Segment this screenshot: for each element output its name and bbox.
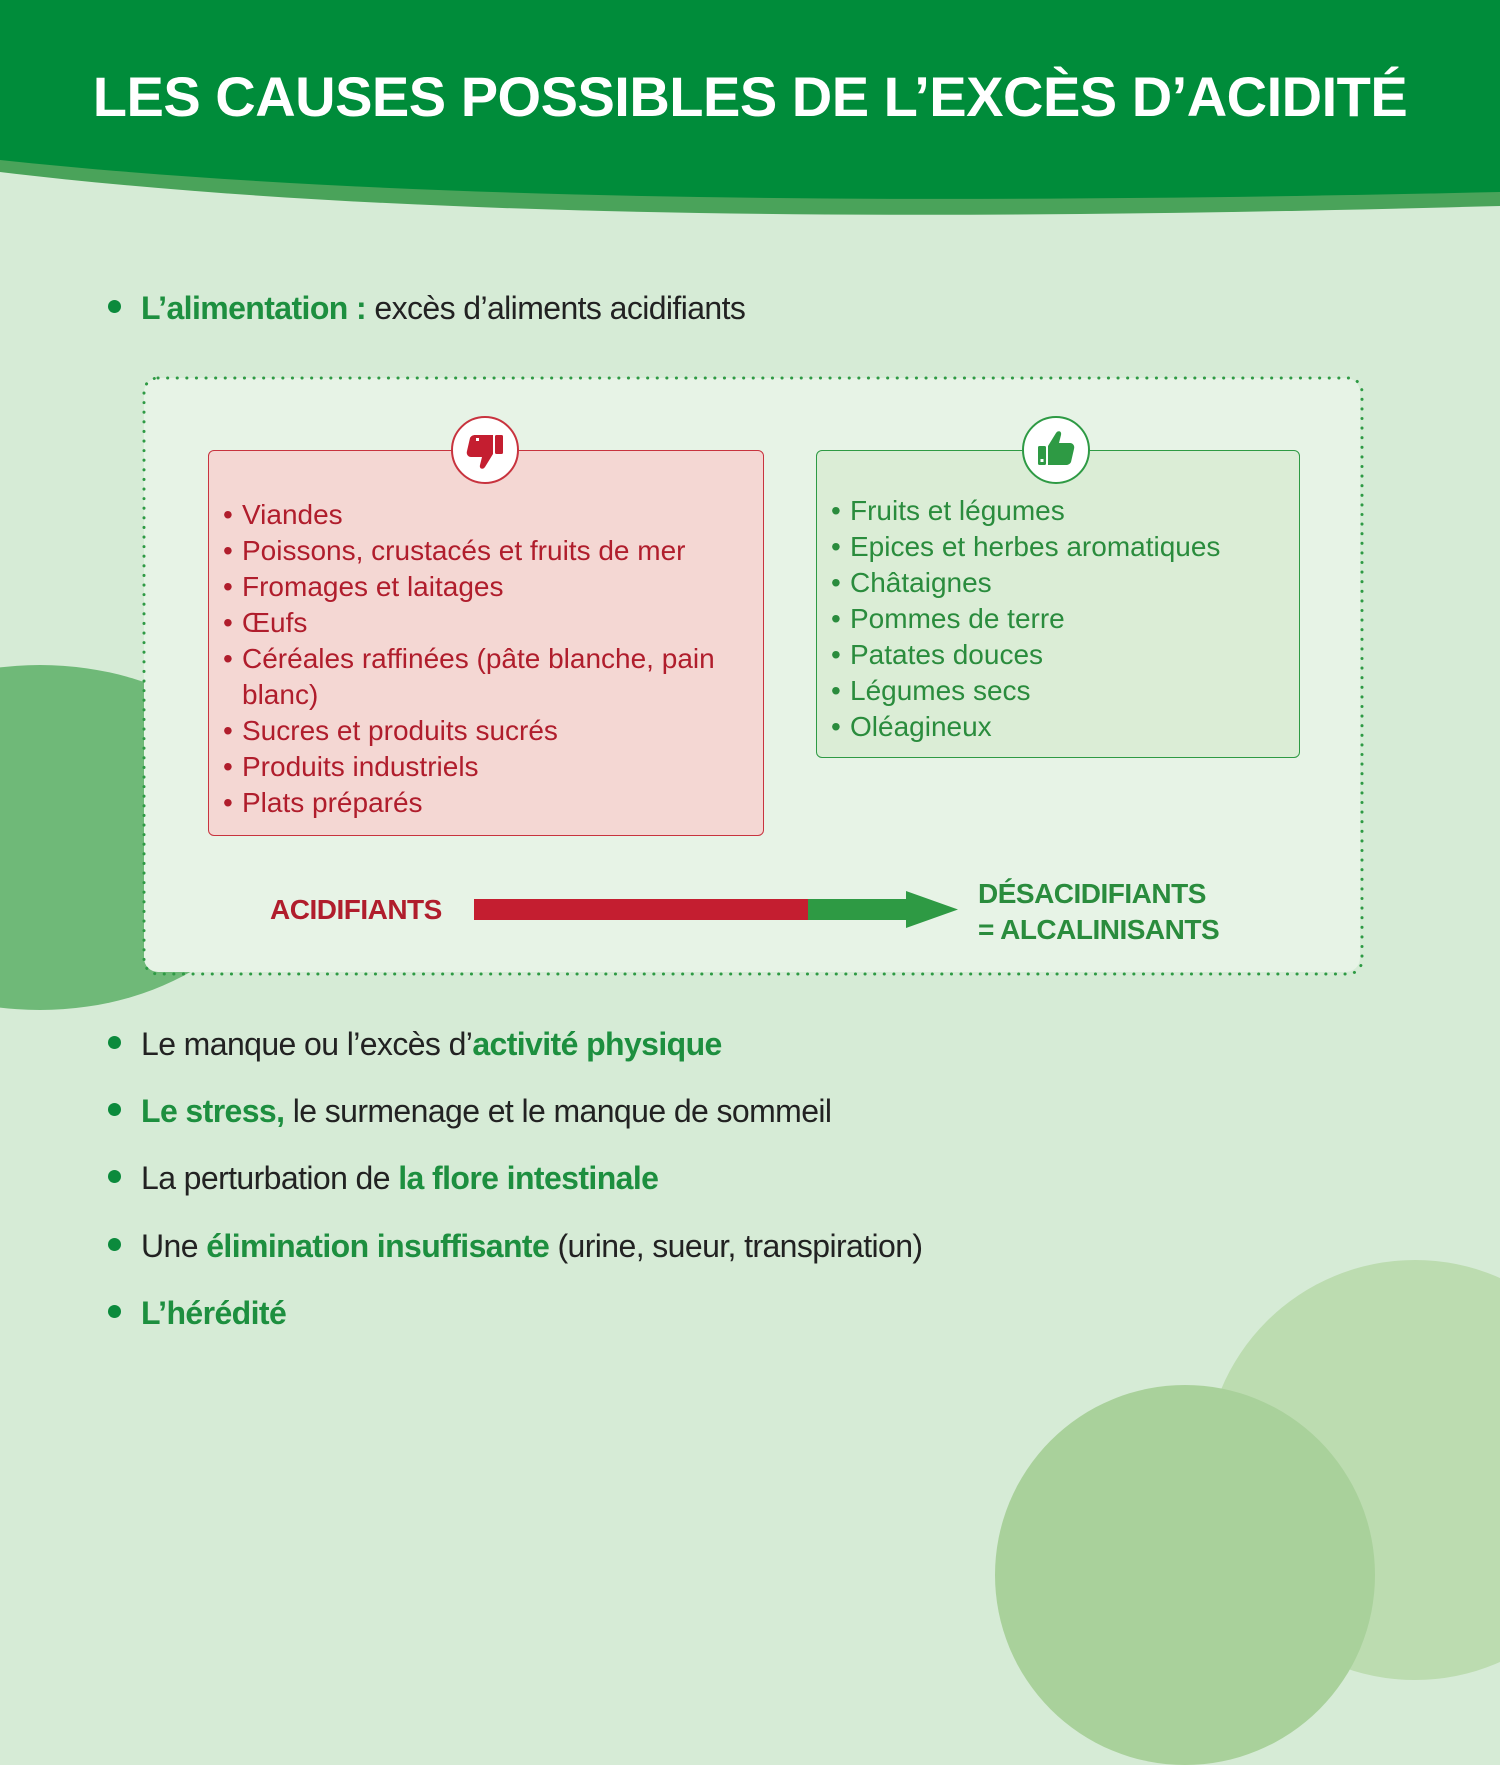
food-item (223, 533, 747, 569)
food-item-label: Céréales raffinées (pâte blanche, pain blanc) (242, 643, 715, 710)
cause-activite-physique (108, 1026, 722, 1063)
cause-highlight: L’hérédité (141, 1295, 287, 1331)
food-item (831, 709, 1300, 745)
food-item (223, 569, 747, 605)
alkalizing-foods-list (831, 493, 1299, 745)
acid-to-alkaline-arrow (470, 888, 960, 932)
cause-text: Une (141, 1228, 207, 1264)
food-item (223, 497, 747, 533)
bullet-icon (108, 1103, 121, 1116)
thumbs-down-badge (451, 416, 519, 484)
food-item (831, 673, 1300, 709)
food-item-label: Légumes secs (850, 675, 1031, 706)
food-item (831, 637, 1300, 673)
cause-text: le surmenage et le manque de sommeil (284, 1093, 832, 1129)
food-item-label: Plats préparés (242, 787, 423, 818)
food-item (223, 785, 747, 821)
cause-highlight: la flore intestinale (398, 1160, 659, 1196)
food-item (223, 713, 747, 749)
bullet-icon: • (223, 499, 233, 530)
food-item-label: Patates douces (850, 639, 1044, 670)
acidifying-label: ACIDIFIANTS (270, 894, 442, 925)
cause-text: La perturbation de (141, 1160, 399, 1196)
food-item-label: Fromages et laitages (242, 571, 504, 602)
food-item-label: Œufs (242, 607, 308, 638)
bullet-icon: • (223, 715, 233, 746)
bullet-icon: • (831, 495, 841, 526)
bullet-icon (108, 1238, 121, 1251)
food-item-label: Viandes (242, 499, 343, 530)
cause-highlight: L’alimentation : (141, 290, 367, 326)
food-item (831, 493, 1300, 529)
bullet-icon (108, 300, 121, 313)
bullet-icon: • (223, 787, 233, 818)
cause-highlight: activité physique (472, 1026, 722, 1062)
bullet-icon: • (831, 531, 841, 562)
cause-heredite (108, 1295, 286, 1332)
bullet-icon: • (223, 571, 233, 602)
food-item-label: Pommes de terre (850, 603, 1065, 634)
bullet-icon: • (223, 751, 233, 782)
food-item-label: Fruits et légumes (850, 495, 1065, 526)
bullet-icon: • (831, 567, 841, 598)
cause-highlight: Le stress, (141, 1093, 285, 1129)
acidifying-foods-box (208, 450, 764, 836)
food-item (831, 565, 1300, 601)
food-item (831, 601, 1300, 637)
cause-text: excès d’aliments acidifiants (366, 290, 746, 326)
alkalizing-foods-box (816, 450, 1300, 758)
bullet-icon (108, 1170, 121, 1183)
food-item-label: Produits industriels (242, 751, 479, 782)
acidifying-foods-list (223, 497, 763, 821)
food-item-label: Oléagineux (850, 711, 992, 742)
food-item (831, 529, 1300, 565)
decorative-circle-bottom (995, 1385, 1375, 1765)
bullet-icon: • (223, 643, 233, 674)
bullet-icon (108, 1305, 121, 1318)
cause-stress (108, 1093, 831, 1130)
bullet-icon: • (831, 675, 841, 706)
food-item-label: Châtaignes (850, 567, 992, 598)
food-item (223, 605, 747, 641)
cause-highlight: élimination insuffisante (206, 1228, 550, 1264)
alkalizing-label-line2: = ALCALINISANTS (978, 914, 1220, 945)
alkalizing-label-line1: DÉSACIDIFIANTS (978, 878, 1206, 909)
thumbs-up-badge (1022, 416, 1090, 484)
cause-elimination (108, 1228, 923, 1265)
bullet-icon: • (831, 639, 841, 670)
bullet-icon: • (223, 535, 233, 566)
alkalizing-label (978, 876, 1219, 948)
food-item (223, 641, 747, 713)
food-item-label: Sucres et produits sucrés (242, 715, 558, 746)
food-item-label: Poissons, crustacés et fruits de mer (242, 535, 686, 566)
food-item (223, 749, 747, 785)
cause-alimentation (108, 290, 745, 327)
bullet-icon: • (223, 607, 233, 638)
thumbs-up-icon (1024, 418, 1088, 482)
thumbs-down-icon (453, 418, 517, 482)
bullet-icon: • (831, 711, 841, 742)
cause-flore-intestinale (108, 1160, 658, 1197)
bullet-icon (108, 1036, 121, 1049)
cause-text: Le manque ou l’excès d’ (141, 1026, 473, 1062)
page-title: LES CAUSES POSSIBLES DE L’EXCÈS D’ACIDITÉ (92, 65, 1408, 128)
bullet-icon: • (831, 603, 841, 634)
food-item-label: Epices et herbes aromatiques (850, 531, 1221, 562)
cause-text-rest: (urine, sueur, transpiration) (549, 1228, 923, 1264)
